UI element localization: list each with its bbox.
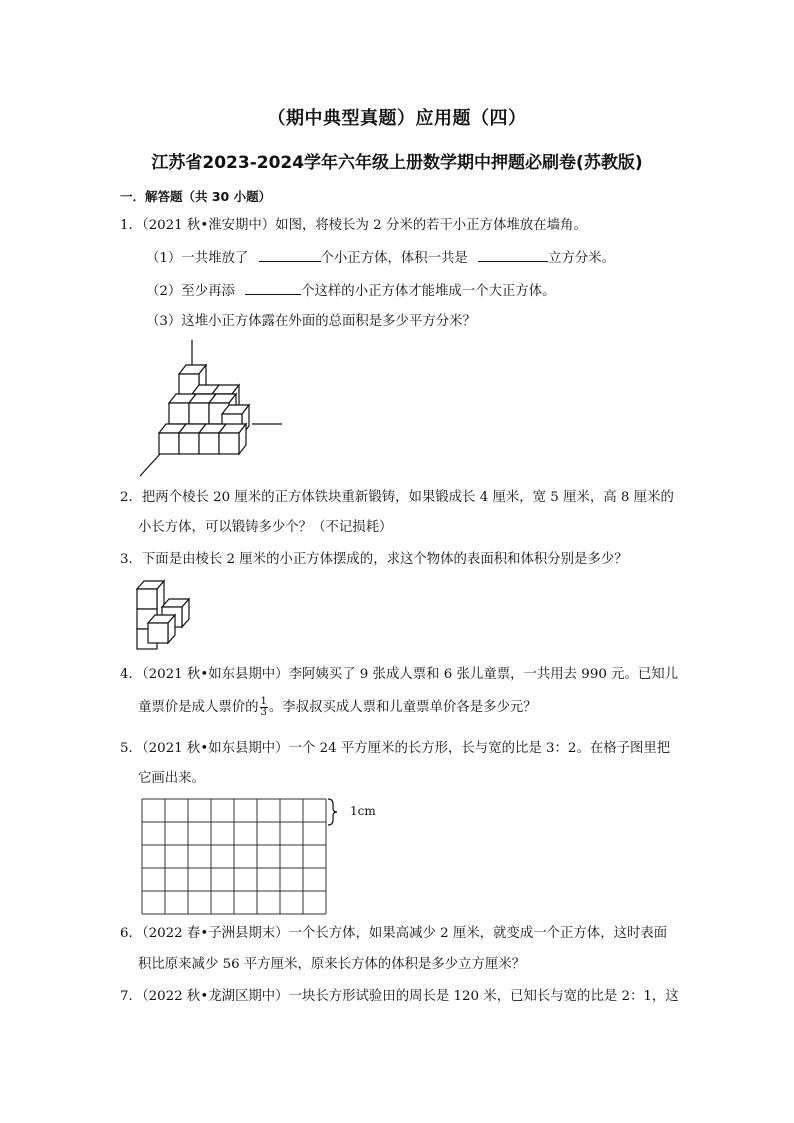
q1-sub3: （3）这堆小正方体露在外面的总面积是多少平方分米？ bbox=[146, 314, 476, 329]
page-title: （期中典型真题）应用题（四） bbox=[267, 108, 527, 129]
q4-fraction-denominator: 3 bbox=[260, 707, 267, 718]
q6-line1: 6．（2022 春•子洲县期末）一个长方体，如果高减少 2 厘米，就变成一个正方体，这时表面 bbox=[120, 926, 668, 941]
q4-line2-text-a: 童票价是成人票价的 bbox=[138, 700, 259, 715]
q1-sub1-text-c: 立方分米。 bbox=[548, 251, 616, 266]
q4-fraction bbox=[260, 697, 268, 718]
q4-line2 bbox=[138, 697, 537, 718]
q1-sub1 bbox=[146, 248, 615, 268]
section-heading: 一．解答题（共 30 小题） bbox=[120, 189, 272, 204]
q1-stem: 1．（2021 秋•淮安期中）如图，将棱长为 2 分米的若干小正方体堆放在墙角。 bbox=[120, 218, 587, 233]
q1-sub1-text-a: （1）一共堆放了 bbox=[146, 251, 249, 266]
q4-line1: 4．（2021 秋•如东县期中）李阿姨买了 9 张成人票和 6 张儿童票，一共用去 990 元。已知儿 bbox=[120, 667, 679, 682]
q1-sub1-text-b: 个小正方体，体积一共是 bbox=[320, 251, 468, 266]
q6-line2: 积比原来减少 56 平方厘米，原来长方体的体积是多少立方厘米？ bbox=[138, 957, 526, 972]
q2-line2: 小长方体，可以锻铸多少个？（不记损耗） bbox=[138, 520, 393, 535]
q2-line1: 2．把两个棱长 20 厘米的正方体铁块重新锻铸，如果锻成长 4 厘米，宽 5 厘米，高 8 厘米的 bbox=[120, 490, 674, 505]
q4-line2-text-b: 。李叔叔买成人票和儿童票单价各是多少元？ bbox=[268, 700, 537, 715]
q4-fraction-numerator: 1 bbox=[260, 696, 267, 707]
q5-line2: 它画出来。 bbox=[138, 771, 205, 786]
q5-line1: 5．（2021 秋•如东县期中）一个 24 平方厘米的长方形，长与宽的比是 3：2。在格子图里把 bbox=[120, 741, 671, 756]
q1-sub2-text-b: 个这样的小正方体才能堆成一个大正方体。 bbox=[301, 284, 556, 299]
q1-answer-blank-volume[interactable] bbox=[478, 248, 548, 262]
q3-line1: 3．下面是由棱长 2 厘米的小正方体摆成的，求这个物体的表面积和体积分别是多少？ bbox=[120, 552, 628, 567]
page-subtitle: 江苏省2023-2024学年六年级上册数学期中押题必刷卷(苏教版) bbox=[151, 153, 643, 173]
grid-scale-brace bbox=[328, 799, 337, 825]
q1-sub2 bbox=[146, 281, 556, 301]
q1-answer-blank-add[interactable] bbox=[245, 281, 301, 295]
q1-sub2-text-a: （2）至少再添 bbox=[146, 284, 235, 299]
q3-cube-figure bbox=[134, 576, 196, 652]
q1-cube-stack-figure bbox=[134, 336, 294, 478]
q5-grid-scale-label: 1cm bbox=[350, 804, 376, 818]
q7-line1: 7．（2022 秋•龙湖区期中）一块长方形试验田的周长是 120 米，已知长与宽的比是 2：1，这 bbox=[120, 989, 679, 1004]
q1-answer-blank-count[interactable] bbox=[259, 248, 321, 262]
